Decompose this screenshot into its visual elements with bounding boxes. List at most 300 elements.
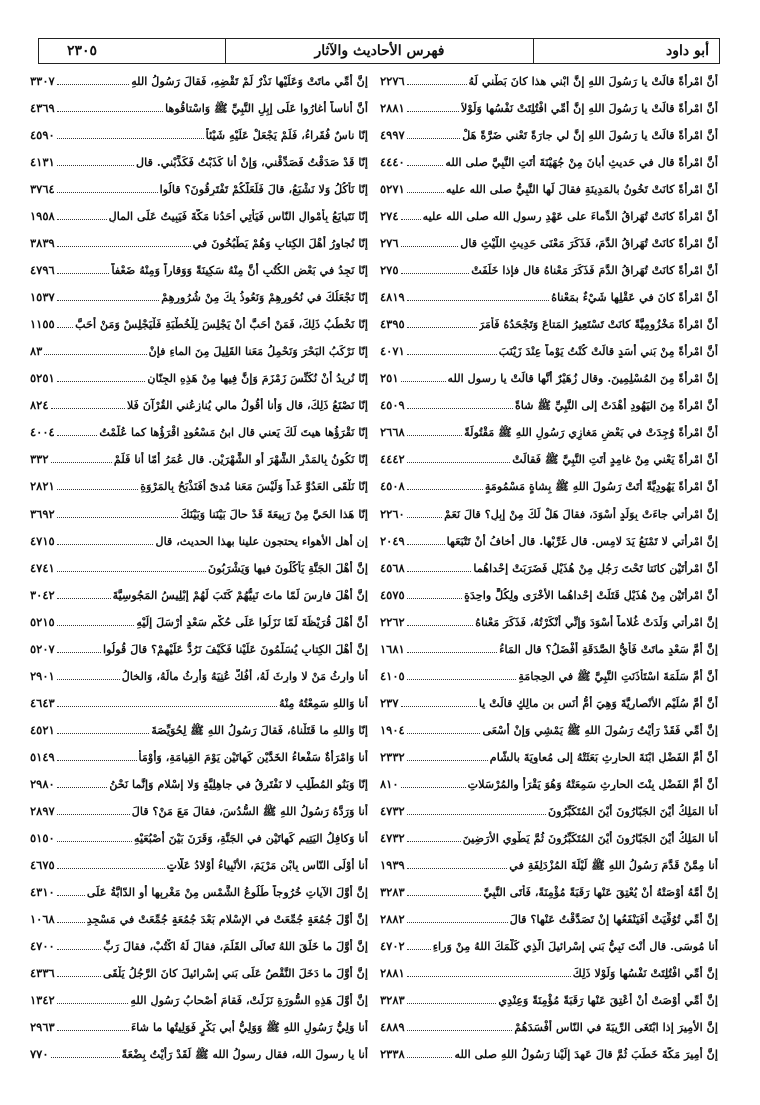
entry-number: ٥٢١٥ xyxy=(30,614,55,629)
entry-text: أنَّ امْرأتَيْنِ مِنْ هُذَيْلٍ قَتَلَتْ إحْداهُما الأُخْرَى ولِكُلٍّ واحِدَةٍ xyxy=(464,587,718,602)
entry-text: أنا مُوسَى. قال أنْتَ نَبِيُّ بَني إسْرائيلَ الَّذِي كَلَّمَكَ اللهُ مِنْ وَراءِ xyxy=(432,939,718,953)
entry-number: ١٩٠٤ xyxy=(380,722,405,737)
dot-leader xyxy=(57,544,154,545)
entry-text: إنّا نُرِيدُ أنْ نُكَنِّسَ زَمْزَمَ وَإنَّ فِيها مِنْ هَذِهِ الجِنّانِ xyxy=(147,371,368,386)
entry-number: ٤٧٤١ xyxy=(30,560,55,575)
entry-number: ٤٣٣٦ xyxy=(30,966,55,981)
entry-text: أنَّ أُمَّ سُلَيْمٍ الأنْصارِيَّةَ وَهِيَ أُمُّ أنَسِ بنِ مالِكٍ قالَتْ يا xyxy=(478,695,718,710)
index-entry xyxy=(380,912,718,939)
entry-text: أنَّ امْرأةً مَخْزُومِيَّةً كانَتْ تَسْتَعِيرُ المَتاعَ وَتَجْحَدُهُ فَأمَرَ xyxy=(478,317,718,332)
index-entry xyxy=(30,1020,368,1047)
index-entry xyxy=(30,588,368,615)
index-entry xyxy=(30,507,368,534)
entry-text: أنَّ أُناساً أغارُوا عَلَى إبِلِ النَّبِيِّ ﷺ وَاسْتاقُوها xyxy=(165,101,368,116)
index-entry xyxy=(380,777,718,804)
entry-number: ٥٢٥١ xyxy=(30,371,55,386)
index-entry xyxy=(30,750,368,777)
entry-number: ٢٨٨٢ xyxy=(380,911,405,926)
entry-text: إنَّ أُمِّي أوْصَتْ أنْ أُعْتِقَ عَنْها رَقَبَةً مُؤْمِنَةً وَعِنْدِي xyxy=(498,993,718,1008)
entry-number: ٤٤٤٠ xyxy=(380,155,405,170)
index-entry xyxy=(380,885,718,912)
index-entry xyxy=(380,74,718,101)
entry-text: أنا وَامْرَأةٌ سَفْعاءُ الخَدَّيْنِ كَهاتَيْنِ يَوْمَ القِيامَةِ، وَأوْمَأ xyxy=(138,749,368,764)
index-columns xyxy=(24,74,724,1074)
dot-leader xyxy=(57,679,120,680)
index-entry xyxy=(380,966,718,993)
dot-leader xyxy=(57,273,110,274)
index-entry xyxy=(30,615,368,642)
index-entry xyxy=(380,101,718,128)
index-entry xyxy=(380,1020,718,1047)
entry-text: أنا وارِثُ مَنْ لا وارِثَ لَهُ، أفُكُّ عُنِيَهُ وَأرِثُ مالَهُ، وَالخالُ xyxy=(121,668,368,683)
entry-text: إنَّ أهْلَ الجَنَّةِ يَأكُلُونَ فيها وَيَشْرَبُونَ xyxy=(207,560,368,575)
entry-number: ٤٣٩٥ xyxy=(380,317,405,332)
index-entry xyxy=(30,182,368,209)
entry-text: إنَّ أُمِّي تُوُفِّيَتْ أفَيَنْفَعُها إنْ تَصَدَّقْتُ عَنْها؟ قالَ xyxy=(509,911,718,926)
index-entry xyxy=(380,993,718,1020)
entry-number: ٤٨٨٩ xyxy=(380,1020,405,1035)
dot-leader xyxy=(57,598,111,599)
entry-text: إنَّ أُمِّي فَقَدْ رَأيْتُ رَسُولَ اللهِ ﷺ يَمْشِي وَإنْ أسْعَى xyxy=(482,722,718,737)
entry-text: أنَّ أُمَّ سَلَمَةَ اسْتَأذَنَتِ النَّبِيَّ ﷺ في الحِجامَةِ xyxy=(518,668,718,683)
entry-text: إنَّ امْرأتي وَلَدَتْ غُلاماً أسْوَدَ وَإنِّي أنْكَرْتُهُ، فَذَكَرَ مَعْناهُ xyxy=(475,614,718,629)
index-entry xyxy=(380,831,718,858)
dot-leader xyxy=(407,462,511,463)
dot-leader xyxy=(57,949,101,950)
entry-text: إنّا نَكُونُ بِالمَدْرِ الشَّهْرَ أو الشَّهْرَيْنِ. قال عُمَرُ أمّا أنا فَلَمْ xyxy=(113,452,368,467)
entry-number: ٢٧٦ xyxy=(380,236,399,251)
right-column xyxy=(374,74,724,1074)
dot-leader xyxy=(51,408,125,409)
dot-leader xyxy=(407,868,508,869)
index-entry xyxy=(380,1047,718,1074)
dot-leader xyxy=(57,246,191,247)
index-entry xyxy=(380,588,718,615)
dot-leader xyxy=(407,111,459,112)
dot-leader xyxy=(407,138,461,139)
index-entry xyxy=(30,398,368,425)
entry-number: ٢٣٣٨ xyxy=(380,1047,405,1062)
dot-leader xyxy=(57,219,107,220)
entry-text: أنا المَلِكُ أيْنَ الجَبّارُونَ أيْنَ المُتَكَبِّرُونَ ثُمَّ يَطْوِي الأرَضِينَ xyxy=(462,830,718,845)
dot-leader xyxy=(407,489,483,490)
entry-number: ٥١٤٩ xyxy=(30,749,55,764)
entry-number: ٢٥١ xyxy=(380,371,399,386)
entry-number: ٤١٠٥ xyxy=(380,668,405,683)
entry-number: ٤٣١٠ xyxy=(30,884,55,899)
index-entry xyxy=(380,398,718,425)
index-entry xyxy=(380,317,718,344)
entry-text: إنّا نَلْقَى العَدُوَّ غَداً وَلَيْسَ مَعَنا مُدىً أفَنَذْبَحُ بِالمَرْوَةِ xyxy=(140,479,368,494)
dot-leader xyxy=(51,462,112,463)
dot-leader xyxy=(51,1057,120,1058)
entry-text: أنَّ امْرأةً كانَتْ تَخُونُ بالمَدِينَةِ فقالَ لَها النَّبِيُّ صلى الله عليه xyxy=(445,182,718,197)
entry-text: إنّا نَقْرَؤُها هيتَ لَكَ يَعني قال ابنُ مَسْعُودٍ اقْرَؤُها كما عُلِّمْتُ xyxy=(99,425,368,440)
entry-text: إنَّ أهْلَ الكِتابِ يُسَلِّمُونَ عَلَيْنا فَكَيْفَ نَرُدُّ عَلَيْهِمْ؟ قالَ قُولُوا xyxy=(102,641,368,656)
index-entry xyxy=(380,696,718,723)
entry-text: أنا أوْلَى النّاسِ بِابْنِ مَرْيَمَ، الأنْبِياءُ أوْلادُ عَلّاتٍ xyxy=(166,857,368,872)
index-entry xyxy=(380,290,718,317)
dot-leader xyxy=(57,327,73,328)
dot-leader xyxy=(407,571,472,572)
entry-number: ٤٨١٩ xyxy=(380,290,405,305)
dot-leader xyxy=(407,652,498,653)
entry-number: ٢٩٠١ xyxy=(30,668,55,683)
entry-number: ٢٩٨٠ xyxy=(30,776,55,791)
entry-number: ٢٧٤ xyxy=(380,209,399,224)
index-entry xyxy=(380,669,718,696)
entry-text: إنَّ أُمِّي افْتُلِتَتْ نَفْسُها وَلَوْلا ذَلِكَ xyxy=(572,966,718,981)
entry-text: إنَّ أوَّلَ الآياتِ خُرُوجاً طُلُوعُ الشَّمْسِ مِنْ مَغْرِبِها أو الدّابَّةُ عَلَى xyxy=(86,884,368,899)
dot-leader xyxy=(407,976,571,977)
index-entry xyxy=(380,858,718,885)
entry-text: أنَّ امْرأةً يَعْني مِنْ غامِدٍ أتَتِ النَّبِيَّ ﷺ فَقالَتْ xyxy=(512,452,718,467)
entry-number: ٨٣ xyxy=(30,344,43,359)
entry-text: أنَّ امْرأةً كانَتْ تُهَراقُ الدَّمَ فَذَكَرَ مَعْناهُ قال فإذا خَلَفَتْ xyxy=(471,263,718,278)
dot-leader xyxy=(407,408,513,409)
dot-leader xyxy=(57,381,146,382)
index-entry xyxy=(30,263,368,290)
dot-leader xyxy=(407,760,488,761)
entry-number: ٤٦٤٣ xyxy=(30,695,55,710)
entry-text: أنا مِمَّنْ قَدَّمَ رَسُولُ اللهِ ﷺ لَيْلَةَ المُزْدَلِفَةِ في xyxy=(509,857,718,872)
entry-text: أنَّ امْرأةً مِنْ بَني أسَدٍ قالَتْ كُنْتُ يَوْماً عِنْدَ زَيْنَبَ xyxy=(498,344,718,359)
entry-number: ٤٧٠٠ xyxy=(30,939,55,953)
dot-leader xyxy=(57,571,206,572)
entry-number: ٤٥٠٩ xyxy=(380,398,405,413)
entry-number: ٣٣٢ xyxy=(30,452,49,467)
index-entry xyxy=(380,534,718,561)
dot-leader xyxy=(407,598,462,599)
index-entry xyxy=(30,939,368,966)
entry-number: ٤٧٣٢ xyxy=(380,803,405,818)
entry-number: ٤١٣١ xyxy=(30,155,55,170)
dot-leader xyxy=(407,300,550,301)
entry-text: إنَّ الأمِيرَ إذا ابْتَغَى الرِّيبَةَ في النّاسِ أفْسَدَهُمْ xyxy=(514,1020,718,1035)
entry-text: أنا وَلِيُّ رَسُولِ اللهِ ﷺ وَوَلِيُّ أبي بَكْرٍ فَوَلِيتُها ما شاءَ xyxy=(131,1020,368,1035)
index-entry xyxy=(30,128,368,155)
index-entry xyxy=(30,912,368,939)
entry-number: ٢٨٨١ xyxy=(380,966,405,981)
entry-text: أنَّ أُمَّ الفَضْلِ بِنْتَ الحارِثِ سَمِعَتْهُ وَهُوَ يَقْرَأُ والمُرْسَلاتِ xyxy=(467,776,718,791)
entry-number: ٤٧٠٢ xyxy=(380,939,405,953)
entry-number: ٢٨٢١ xyxy=(30,479,55,494)
entry-text: إنَّ امْرأتي جاءَتْ بِوَلَدٍ أسْوَدَ، فقالَ هَلْ لَكَ مِنْ إبِلٍ؟ قالَ نَعَمْ xyxy=(444,506,718,521)
index-entry xyxy=(380,750,718,777)
entry-text: إنّا نَتَبايَعُ بِأمْوالِ النّاسِ فَيَأتِي أحَدُنا مَكَّةَ فَيَبِيتُ عَلَى المالِ xyxy=(108,209,368,224)
dot-leader xyxy=(407,435,462,436)
entry-number: ٤٥٢١ xyxy=(30,722,55,737)
index-entry xyxy=(380,452,718,479)
entry-text: أنا وَرَدَّهُ رَسُولُ اللهِ ﷺ السُّدُسَ، فقالَ مَعَ مَنْ؟ قالَ xyxy=(131,803,368,818)
entry-number: ١٠٦٨ xyxy=(30,911,55,926)
entry-text: إنّا نَجْعَلُكَ في نُحُورِهِمْ وَنَعُوذُ بِكَ مِنْ شُرُورِهِمْ xyxy=(161,290,368,305)
index-entry xyxy=(30,74,368,101)
dot-leader xyxy=(407,517,442,518)
entry-text: إنَّ أُمِّي ماتَتْ وَعَلَيْها نَذْرٌ لَمْ تَقْضِهِ، فَقالَ رَسُولُ اللهِ xyxy=(131,74,368,88)
entry-text: إن أهل الأهواء يحتجون علينا بهذا الحديث، قال xyxy=(155,533,368,548)
dot-leader xyxy=(57,300,160,301)
entry-number: ٣٢٨٣ xyxy=(380,993,405,1008)
entry-number: ٥٢٧١ xyxy=(380,182,405,197)
index-entry xyxy=(380,939,718,966)
header-title: فهرس الأحاديث والآثار xyxy=(225,39,533,63)
entry-number: ١٦٨١ xyxy=(380,641,405,656)
entry-number: ٢٢٦٠ xyxy=(380,506,405,521)
entry-text: إنّا وَاللهِ ما قَتَلْناهُ، فَقالَ رَسُولُ اللهِ ﷺ لِحُوَيِّصَةَ xyxy=(151,722,368,737)
entry-text: إنَّ أوَّلَ هَذِهِ السُّورَةِ نَزَلَتْ، فَقامَ أصْحابُ رَسُولِ اللهِ xyxy=(130,993,368,1008)
entry-text: إنّا هَذا الحَيَّ مِنْ رَبِيعَةَ قَدْ حالَ بَيْنَنا وَبَيْنَكَ xyxy=(180,506,368,521)
dot-leader xyxy=(407,625,474,626)
index-entry xyxy=(30,317,368,344)
entry-text: أنَّ امْرأةً قالَتْ يا رَسُولَ اللهِ إنَّ لي جارَةً تَعْني ضَرَّةً هَلْ xyxy=(462,128,718,143)
index-entry xyxy=(30,236,368,263)
index-entry xyxy=(30,425,368,452)
index-entry xyxy=(30,777,368,804)
entry-text: أنَّ امْرأةً كانَتْ تُهَراقُ الدَّمَ، فَذَكَرَ مَعْنَى حَدِيثِ اللَّيْثِ قال xyxy=(460,236,718,251)
dot-leader xyxy=(57,706,277,707)
dot-leader xyxy=(57,435,98,436)
entry-text: أنَّ امْرأةً قالَتْ يا رَسُولَ اللهِ إنَّ أُمِّي افْتُلِتَتْ نَفْسُها وَلَوْلاَ xyxy=(460,101,718,116)
entry-number: ٣٨٣٩ xyxy=(30,236,55,251)
index-entry xyxy=(30,804,368,831)
entry-number: ٢٨٨١ xyxy=(380,101,405,116)
index-entry xyxy=(30,966,368,993)
dot-leader xyxy=(401,706,477,707)
entry-text: أنَّ امْرأةً يَهُودِيَّةً أتَتْ رَسُولَ اللهِ ﷺ بِشاةٍ مَسْمُومَةٍ xyxy=(484,479,718,494)
index-entry xyxy=(30,696,368,723)
entry-number: ٤٣٦٩ xyxy=(30,101,55,116)
dot-leader xyxy=(401,219,421,220)
dot-leader xyxy=(57,84,129,85)
entry-number: ٨١٠ xyxy=(380,776,399,791)
index-entry xyxy=(380,371,718,398)
dot-leader xyxy=(57,165,134,166)
entry-number: ٢٠٤٩ xyxy=(380,533,405,548)
entry-text: إنّا نَصْنَعُ ذَلِكَ، قال وَأنا أقُولُ مالي يُنازِعُني القُرْآنَ فَلا xyxy=(126,398,368,413)
entry-number: ١٥٣٧ xyxy=(30,290,55,305)
index-entry xyxy=(380,615,718,642)
index-entry xyxy=(380,263,718,290)
index-entry xyxy=(380,344,718,371)
entry-text: أنَّ امْرأةً كانَ في عَقْلِها شَيْءٌ بمَعْناهُ xyxy=(551,290,718,305)
index-entry xyxy=(30,993,368,1020)
entry-text: إنّا نَخْطُبُ ذَلِكَ، فَمَنْ أحَبَّ أنْ يَجْلِسَ لِلْخُطْبَةِ فَلْيَجْلِسْ وَمَنْ أحَبَّ xyxy=(75,317,368,332)
page-header xyxy=(38,38,720,64)
index-entry xyxy=(380,155,718,182)
dot-leader xyxy=(407,814,546,815)
entry-number: ٣٧٦٤ xyxy=(30,182,55,197)
dot-leader xyxy=(57,1003,129,1004)
dot-leader xyxy=(57,868,165,869)
dot-leader xyxy=(57,895,85,896)
dot-leader xyxy=(401,246,459,247)
entry-text: إنَّ أوَّلَ جُمُعَةٍ جُمِّعَتْ في الإسْلامِ بَعْدَ جُمُعَةٍ جُمِّعَتْ في مَسْجِدِ xyxy=(86,911,368,926)
dot-leader xyxy=(57,111,163,112)
entry-number: ١٩٣٩ xyxy=(380,857,405,872)
index-entry xyxy=(380,425,718,452)
dot-leader xyxy=(57,787,108,788)
entry-text: أنَّ امْرأةً قال في حَديثِ أبانَ مِنْ جُهَيْنَةَ أتَتِ النَّبِيَّ صلى الله xyxy=(445,155,718,170)
index-entry xyxy=(30,858,368,885)
dot-leader xyxy=(407,544,445,545)
header-author: أبو داود xyxy=(533,39,719,63)
entry-text: أنا يا رسولَ الله، فقال رسولُ الله ﷺ لَقَدْ رَأيْتُ بِضْعَةً xyxy=(121,1047,368,1062)
entry-text: إنّا نَرْكَبُ البَحْرَ وَنَحْمِلُ مَعَنا القَلِيلَ مِنَ الماءِ فإنْ xyxy=(148,344,368,359)
entry-number: ٣٠٤٢ xyxy=(30,587,55,602)
index-entry xyxy=(380,236,718,263)
dot-leader xyxy=(407,84,467,85)
entry-text: أنَّ امْرأتَيْنِ كانَتا تَحْتَ رَجُلٍ مِنْ هُذَيْلٍ فَضَرَبَتْ إحْداهُما xyxy=(473,560,718,575)
entry-number: ٣٣٠٧ xyxy=(30,74,55,88)
entry-number: ١١٥٥ xyxy=(30,317,55,332)
entry-number: ٤٧٩٦ xyxy=(30,263,55,278)
dot-leader xyxy=(407,841,461,842)
index-entry xyxy=(30,209,368,236)
dot-leader xyxy=(57,1030,129,1031)
entry-number: ٤٥٧٥ xyxy=(380,587,405,602)
index-entry xyxy=(30,479,368,506)
dot-leader xyxy=(407,1003,497,1004)
entry-text: أنا وَكافِلُ اليَتِيمِ كَهاتَيْنِ في الجَنَّةِ، وَقَرَنَ بَيْنَ أُصْبُعَيْهِ xyxy=(133,830,368,845)
header-page-number: ٢٣٠٥ xyxy=(67,43,98,59)
entry-number: ٤٦٧٥ xyxy=(30,857,55,872)
index-entry xyxy=(380,182,718,209)
entry-number: ٣٦٩٢ xyxy=(30,506,55,521)
index-entry xyxy=(30,642,368,669)
entry-number: ١٣٤٢ xyxy=(30,993,55,1008)
entry-number: ١٩٥٨ xyxy=(30,209,55,224)
entry-number: ٥١٥٠ xyxy=(30,830,55,845)
entry-text: إنَّ أمِيرَ مَكَّةَ خَطَبَ ثُمَّ قالَ عَهِدَ إلَيْنا رَسُولُ اللهِ صلى الله xyxy=(454,1047,718,1062)
entry-number: ٢٣٣٢ xyxy=(380,749,405,764)
dot-leader xyxy=(57,489,139,490)
entry-number: ٤٧٣٢ xyxy=(380,830,405,845)
dot-leader xyxy=(401,381,446,382)
dot-leader xyxy=(57,814,130,815)
index-entry xyxy=(380,561,718,588)
dot-leader xyxy=(407,895,482,896)
index-entry xyxy=(380,723,718,750)
entry-number: ٥٢٠٧ xyxy=(30,641,55,656)
entry-number: ٢٣٧ xyxy=(380,695,399,710)
entry-number: ٤٥٠٨ xyxy=(380,479,405,494)
entry-text: إنّا وَبَنُو المُطَّلِبِ لا نَفْتَرِقُ في جاهِلِيَّةٍ وَلا إسْلامٍ وَإنَّما نَحْنُ xyxy=(109,776,368,791)
dot-leader xyxy=(407,679,517,680)
entry-text: إنّا ناسٌ فُقَراءُ، فَلَمْ يَجْعَلْ عَلَيْهِ شَيْئاً xyxy=(205,128,368,143)
entry-text: إنَّ أوَّلَ ما دَخَلَ النَّقْصُ عَلَى بَني إسْرائيلَ كانَ الرَّجُلُ يَلْقَى xyxy=(102,966,368,981)
entry-text: أنا المَلِكُ أيْنَ الجَبّارُونَ أيْنَ المُتَكَبِّرُونَ xyxy=(548,803,718,818)
index-entry xyxy=(30,831,368,858)
entry-number: ٨٢٤ xyxy=(30,398,49,413)
entry-text: إنّا نُجاوِرُ أهْلَ الكِتابِ وَهُمْ يَطْبُخُونَ في xyxy=(192,236,368,251)
entry-text: إنّا نَجِدُ في بَعْضِ الكُتُبِ أنَّ مِنْهُ سَكِينَةً وَوَقاراً وَمِنْهُ ضَعْفاً xyxy=(111,263,368,278)
index-entry xyxy=(30,101,368,128)
entry-text: أنَّ امْرأةً قالَتْ يا رَسُولَ اللهِ إنَّ ابْني هذا كانَ بَطْني لَهُ xyxy=(468,74,718,88)
dot-leader xyxy=(57,922,85,923)
entry-number: ٤٩٩٧ xyxy=(380,128,405,143)
index-entry xyxy=(30,885,368,912)
entry-text: إنَّ أهْلَ فارِسَ لَمّا ماتَ نَبِيُّهُمْ كَتَبَ لَهُمْ إبْلِيسُ المَجُوسِيَّةَ xyxy=(112,587,368,602)
dot-leader xyxy=(57,517,179,518)
entry-text: إنَّ أُمَّهُ أوْصَتْهُ أنْ يُعْتِقَ عَنْها رَقَبَةً مُؤْمِنَةً، فَأتَى النَّبِيَّ xyxy=(483,884,718,899)
index-entry xyxy=(30,1047,368,1074)
left-column xyxy=(24,74,374,1074)
index-entry xyxy=(380,642,718,669)
index-entry xyxy=(30,534,368,561)
entry-number: ٢٦٦٨ xyxy=(380,425,405,440)
dot-leader xyxy=(407,192,444,193)
index-entry xyxy=(30,371,368,398)
index-entry xyxy=(30,561,368,588)
dot-leader xyxy=(407,922,508,923)
index-entry xyxy=(30,452,368,479)
entry-number: ٢٧٥ xyxy=(380,263,399,278)
entry-text: إنَّ امْرأتي لا تَمْنَعُ يَدَ لامِسٍ. قال غَرِّبْها. قال أخافُ أنْ تَتْبَعَها xyxy=(446,533,718,548)
dot-leader xyxy=(57,733,150,734)
entry-text: أنَّ أُمَّ الفَضْلِ ابْنَةَ الحارِثِ بَعَثَتْهُ إلى مُعاوِيَةَ بالشّامِ xyxy=(489,749,718,764)
dot-leader xyxy=(407,165,444,166)
index-entry xyxy=(380,209,718,236)
dot-leader xyxy=(407,733,481,734)
entry-text: إنَّ أوَّلَ ما خَلَقَ اللهُ تَعالَى القَلَمَ، فقالَ لَهُ اكْتُبْ، فقالَ رَبِّ xyxy=(103,939,368,953)
entry-text: أنا وَاللهِ سَمِعْتُهُ مِنْهُ xyxy=(279,695,368,710)
index-entry xyxy=(30,669,368,696)
entry-number: ٣٢٨٣ xyxy=(380,884,405,899)
entry-text: إنّا قَدْ صَدَقْتُ فَصَدِّقْني، وَإنْ أنا كَذَبْتُ فَكَذِّبْني. قال xyxy=(136,155,368,170)
index-entry xyxy=(380,804,718,831)
entry-number: ٤٥٩٠ xyxy=(30,128,55,143)
dot-leader xyxy=(57,976,101,977)
index-entry xyxy=(30,723,368,750)
dot-leader xyxy=(407,1030,513,1031)
dot-leader xyxy=(407,949,431,950)
dot-leader xyxy=(401,273,470,274)
dot-leader xyxy=(57,652,101,653)
dot-leader xyxy=(57,138,204,139)
entry-text: إنّا نَأكُلُ وَلا نَشْبَعُ، قالَ فَلَعَلَّكُمْ تَفْتَرِقُونَ؟ قالُوا xyxy=(159,182,368,197)
entry-text: أنَّ أهْلَ قُرَيْظَةَ لَمّا نَزَلُوا عَلَى حُكْمِ سَعْدٍ أرْسَلَ إلَيْهِ xyxy=(136,614,368,629)
entry-number: ٤٧١٥ xyxy=(30,533,55,548)
dot-leader xyxy=(401,787,466,788)
dot-leader xyxy=(57,192,158,193)
entry-text: أنَّ امْرأةً وُجِدَتْ في بَعْضِ مَغازِي رَسُولِ اللهِ ﷺ مَقْتُولَةً xyxy=(464,425,718,440)
entry-text: أنَّ امْرأةً كانَتْ تُهَراقُ الدِّماءَ على عَهْدِ رسولِ الله صلى الله عليه xyxy=(422,209,718,224)
index-entry xyxy=(30,155,368,182)
entry-number: ٧٧٠ xyxy=(30,1047,49,1062)
dot-leader xyxy=(407,1057,453,1058)
entry-number: ٤٠٠٤ xyxy=(30,425,55,440)
dot-leader xyxy=(57,841,132,842)
index-entry xyxy=(30,344,368,371)
index-entry xyxy=(380,128,718,155)
index-entry xyxy=(380,479,718,506)
dot-leader xyxy=(44,354,146,355)
entry-number: ٤٤٤٢ xyxy=(380,452,405,467)
entry-number: ٢٩٦٣ xyxy=(30,1020,55,1035)
entry-number: ٢٢٧٦ xyxy=(380,74,405,88)
entry-number: ٤٥٦٨ xyxy=(380,560,405,575)
dot-leader xyxy=(57,625,135,626)
dot-leader xyxy=(57,760,137,761)
entry-number: ٤٠٧١ xyxy=(380,344,405,359)
index-entry xyxy=(30,290,368,317)
entry-text: إنَّ امْرأةً مِنَ المُسْلِمِينَ. وقال زُهَيْرٌ أنَّها قالَتْ يا رسول الله xyxy=(447,371,718,386)
index-entry xyxy=(380,507,718,534)
dot-leader xyxy=(407,354,497,355)
entry-text: أنَّ امْرأةً مِنَ اليَهُودِ أهْدَتْ إلى النَّبِيِّ ﷺ شاةً xyxy=(514,398,718,413)
entry-text: إنَّ أُمَّ سَعْدٍ ماتَتْ فَأيُّ الصَّدَقَةِ أفْضَلُ؟ قال المَاءُ xyxy=(499,641,718,656)
